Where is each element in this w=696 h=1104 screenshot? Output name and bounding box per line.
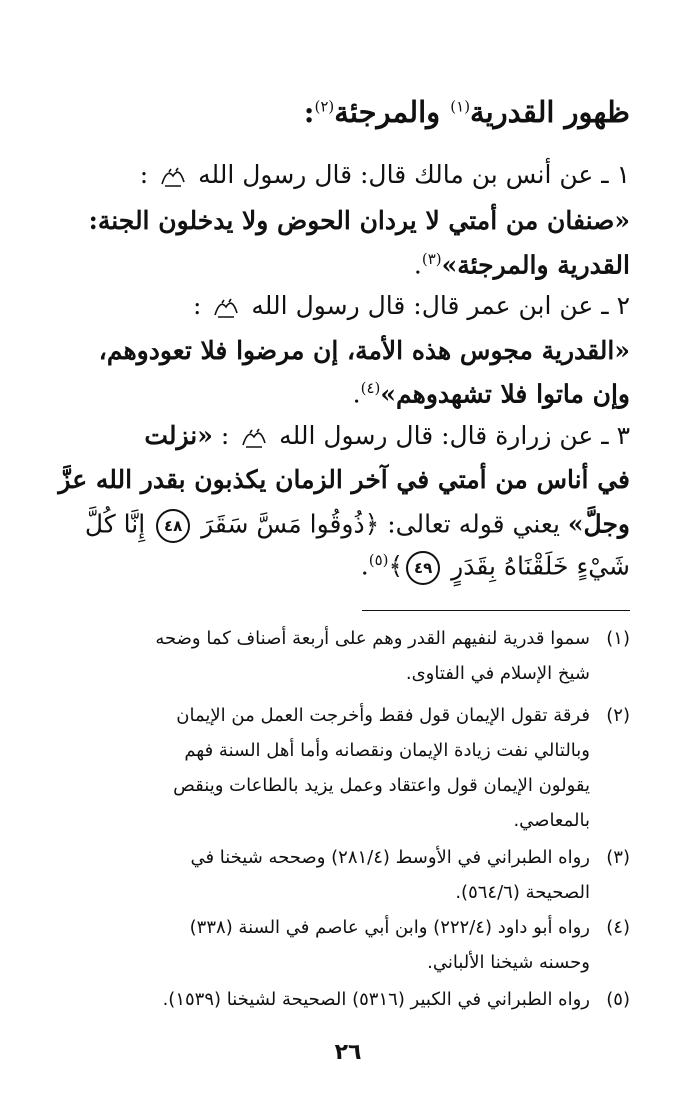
footnote-2-text: فرقة تقول الإيمان قول فقط وأخرجت العمل من الإيمان bbox=[176, 705, 590, 726]
quran-verse-close: ﴾ bbox=[388, 551, 404, 581]
footnote-2-line-4: بالمعاصي. bbox=[513, 810, 590, 831]
footnote-ref-4: (٤) bbox=[360, 379, 381, 397]
footnote-1-number: (١) bbox=[606, 628, 630, 649]
hadith-3-period: . bbox=[360, 551, 369, 581]
footnote-ref-2: (٢) bbox=[314, 97, 335, 116]
hadith-3-text-line-3 bbox=[60, 551, 630, 585]
hadith-1-text-line-2 bbox=[60, 250, 630, 280]
footnote-2-line-3: يقولون الإيمان قول واعتقاد وعمل يزيد بالطاعات وينقص bbox=[173, 775, 590, 796]
footnote-2-line-2: وبالتالي نفت زيادة الإيمان ونقصانه وأما أهل السنة فهم bbox=[184, 740, 590, 761]
footnote-4-number: (٤) bbox=[606, 917, 630, 938]
footnote-1-line-1 bbox=[60, 628, 630, 649]
hadith-3-intro-text: ٣ ـ عن زرارة قال: قال رسول الله bbox=[279, 421, 630, 450]
hadith-1-period: . bbox=[413, 250, 422, 280]
hadith-1-colon: : bbox=[139, 160, 149, 189]
footnote-1-text: سموا قدرية لنفيهم القدر وهم على أربعة أصناف كما وضحه bbox=[155, 628, 590, 649]
title-colon: : bbox=[303, 95, 315, 129]
footnote-2-line-1 bbox=[60, 705, 630, 726]
footnote-3-number: (٣) bbox=[606, 847, 630, 868]
footnote-5-line-1 bbox=[60, 989, 630, 1010]
hadith-2-text-line-1: «القدرية مجوس هذه الأمة، إن مرضوا فلا تعودوهم، bbox=[98, 336, 630, 365]
footnote-3-line-2: الصحيحة (٥٦٤/٦). bbox=[455, 882, 590, 903]
hadith-1-text-line-1: «صنفان من أمتي لا يردان الحوض ولا يدخلون الجنة: bbox=[88, 206, 630, 235]
footnote-5-number: (٥) bbox=[606, 989, 630, 1010]
footnote-4-line-2: وحسنه شيخنا الألباني. bbox=[427, 952, 590, 973]
hadith-1-text-end: القدرية والمرجئة» bbox=[441, 250, 630, 280]
salawat-icon bbox=[240, 425, 268, 451]
ayah-number-48: ٤٨ bbox=[156, 509, 190, 543]
page-number: ٢٦ bbox=[334, 1040, 362, 1065]
footnote-5-text: رواه الطبراني في الكبير (٥٣١٦) الصحيحة لشيخنا (١٥٣٩). bbox=[162, 989, 590, 1010]
salawat-icon bbox=[212, 295, 240, 321]
salawat-icon bbox=[159, 164, 187, 190]
quran-verse-part-a: ﴿ذُوقُوا مَسَّ سَقَرَ bbox=[201, 509, 380, 539]
hadith-3-colon: : bbox=[220, 421, 230, 450]
hadith-2-intro bbox=[60, 293, 630, 321]
footnote-4-line-1 bbox=[60, 917, 630, 938]
hadith-3-text-end: وجلَّ» bbox=[567, 509, 630, 539]
hadith-3-text-line-1: في أناس من أمتي في آخر الزمان يكذبون بقدر الله عزَّ bbox=[58, 465, 630, 494]
hadith-3-commentary: يعني قوله تعالى: bbox=[387, 509, 560, 539]
hadith-3-start: «نزلت bbox=[144, 421, 213, 450]
footnote-ref-5: (٥) bbox=[368, 551, 389, 570]
hadith-2-colon: : bbox=[193, 291, 202, 320]
footnote-2-number: (٢) bbox=[606, 705, 630, 726]
footnote-ref-3: (٣) bbox=[421, 250, 442, 268]
hadith-3-intro bbox=[60, 423, 630, 451]
footnote-ref-1: (١) bbox=[450, 97, 471, 116]
hadith-1-intro-text: ١ ـ عن أنس بن مالك قال: قال رسول الله bbox=[198, 160, 630, 189]
footnote-4-text: رواه أبو داود (٢٢٢/٤) وابن أبي عاصم في السنة (٣٣٨) bbox=[189, 917, 590, 938]
title-text: ظهور القدرية bbox=[470, 95, 630, 129]
quran-verse-part-c: شَيْءٍ خَلَقْنَاهُ بِقَدَرٍ bbox=[451, 551, 630, 581]
footnote-separator bbox=[362, 610, 630, 611]
footnote-1-line-2: شيخ الإسلام في الفتاوى. bbox=[405, 663, 590, 684]
hadith-2-text-end: وإن ماتوا فلا تشهدوهم» bbox=[380, 379, 630, 409]
title-text-2: والمرجئة bbox=[334, 95, 441, 129]
footnote-3-text: رواه الطبراني في الأوسط (٢٨١/٤) وصححه شيخنا في bbox=[190, 847, 590, 868]
page-title bbox=[60, 95, 630, 129]
quran-verse-part-b: إِنَّا كُلَّ bbox=[84, 509, 146, 539]
ayah-number-49: ٤٩ bbox=[406, 551, 440, 585]
hadith-2-period: . bbox=[352, 379, 361, 409]
hadith-3-text-line-2 bbox=[60, 509, 630, 543]
footnote-3-line-1 bbox=[60, 847, 630, 868]
hadith-1-intro bbox=[60, 162, 630, 190]
hadith-2-intro-text: ٢ ـ عن ابن عمر قال: قال رسول الله bbox=[251, 291, 630, 320]
hadith-2-text-line-2 bbox=[60, 379, 630, 409]
